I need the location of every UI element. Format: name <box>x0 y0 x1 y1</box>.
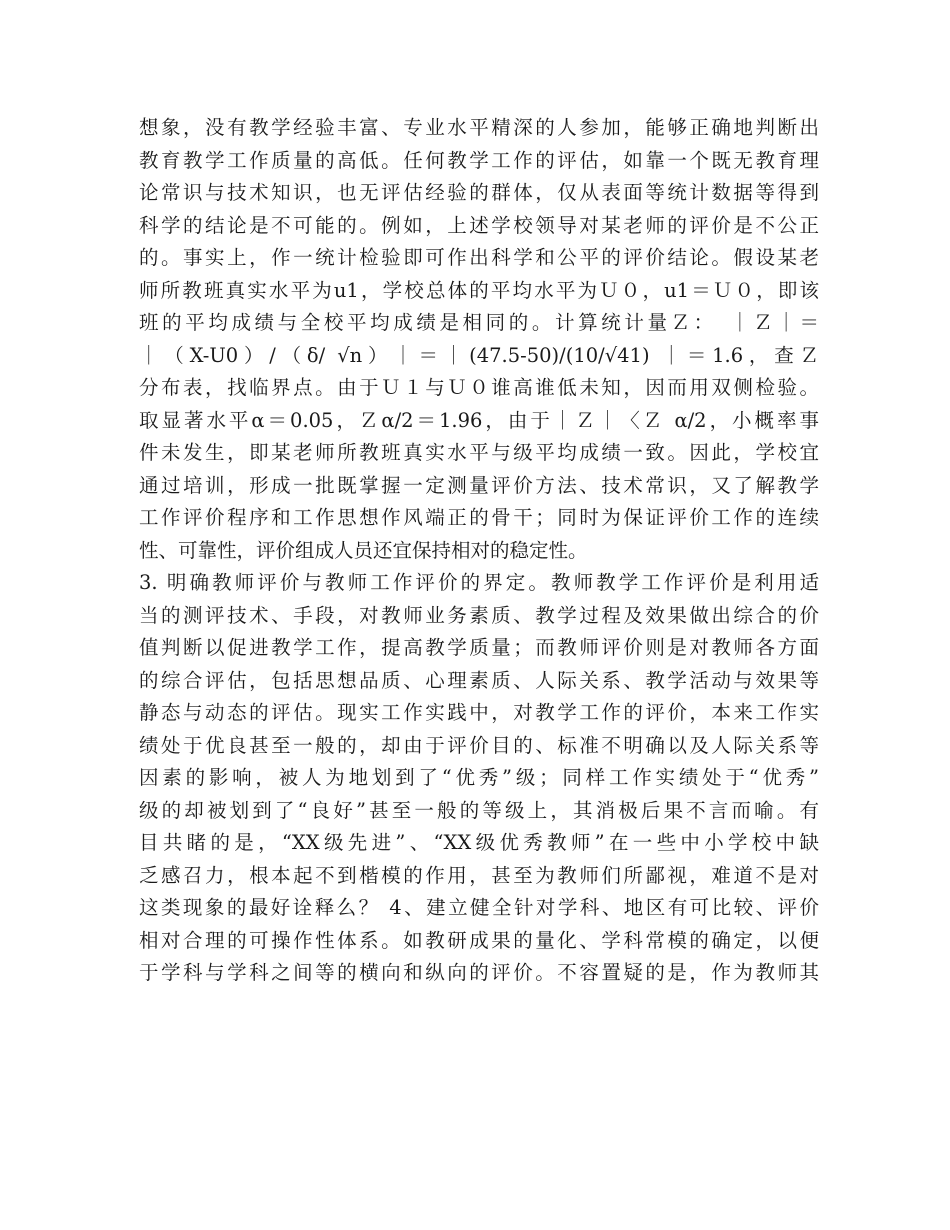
text-line: 工作评价程序和工作思想作风端正的骨干；同时为保证评价工作的连续 <box>139 506 819 529</box>
text-line: 通过培训，形成一批既掌握一定测量评价方法、技术常识，又了解教学 <box>139 473 819 497</box>
text-line: 当的测评技术、手段，对教师业务素质、教学过程及效果做出综合的价 <box>139 603 819 627</box>
text-line: 的综合评估，包括思想品质、心理素质、人际关系、教学活动与效果等 <box>139 668 819 692</box>
text-line: ｜（X-U0）/（δ/ √n）｜＝｜(47.5-50)/(10/√41) ｜＝1.6，查Ｚ <box>139 343 819 367</box>
text-line: 的。事实上，作一统计检验即可作出科学和公平的评价结论。假设某老 <box>139 246 819 269</box>
text-line: 教育教学工作质量的高低。任何教学工作的评估，如靠一个既无教育理 <box>139 148 819 172</box>
text-line: 乏感召力，根本起不到楷模的作用，甚至为教师们所鄙视，难道不是对 <box>139 863 819 887</box>
text-line: 目共睹的是，“XX级先进”、“XX级优秀教师”在一些中小学校中缺 <box>139 831 819 854</box>
text-line: 论常识与技术知识，也无评估经验的群体，仅从表面等统计数据等得到 <box>139 181 819 204</box>
text-line: 班的平均成绩与全校平均成绩是相同的。计算统计量Ｚ： ｜Ｚ｜＝ <box>139 311 819 334</box>
text-line: 级的却被划到了“良好”甚至一般的等级上，其消极后果不言而喻。有 <box>139 798 819 822</box>
text-line: 分布表，找临界点。由于Ｕ１与Ｕ０谁高谁低未知，因而用双侧检验。 <box>139 376 819 399</box>
text-line: 因素的影响，被人为地划到了“优秀”级；同样工作实绩处于“优秀” <box>139 766 819 789</box>
body-text <box>139 112 819 990</box>
text-line: 件未发生，即某老师所教班真实水平与级平均成绩一致。因此，学校宜 <box>139 441 819 464</box>
text-line: 想象，没有教学经验丰富、专业水平精深的人参加，能够正确地判断出 <box>139 116 819 139</box>
text-line: 取显著水平α＝0.05，Ｚα/2＝1.96，由于｜Ｚ｜〈Ｚ α/2，小概率事 <box>139 408 819 432</box>
text-line: 相对合理的可操作性体系。如教研成果的量化、学科常模的确定，以便 <box>139 928 819 952</box>
text-line: 这类现象的最好诠释么？ 4、建立健全针对学科、地区有可比较、评价 <box>139 896 819 919</box>
text-line: 绩处于优良甚至一般的，却由于评价目的、标准不明确以及人际关系等 <box>139 733 819 757</box>
text-line: 师所教班真实水平为u1，学校总体的平均水平为Ｕ０，u1＝Ｕ０，即该 <box>139 278 819 302</box>
text-line: 于学科与学科之间等的横向和纵向的评价。不容置疑的是，作为教师其 <box>139 961 819 984</box>
text-line: 值判断以促进教学工作，提高教学质量；而教师评价则是对教师各方面 <box>139 636 819 659</box>
text-line: 静态与动态的评估。现实工作实践中，对教学工作的评价，本来工作实 <box>139 701 819 724</box>
text-line: 科学的结论是不可能的。例如，上述学校领导对某老师的评价是不公正 <box>139 213 819 237</box>
text-line: 性、可靠性，评价组成人员还宜保持相对的稳定性。 <box>139 538 588 562</box>
text-line: 3. 明确教师评价与教师工作评价的界定。教师教学工作评价是利用适 <box>139 571 819 594</box>
